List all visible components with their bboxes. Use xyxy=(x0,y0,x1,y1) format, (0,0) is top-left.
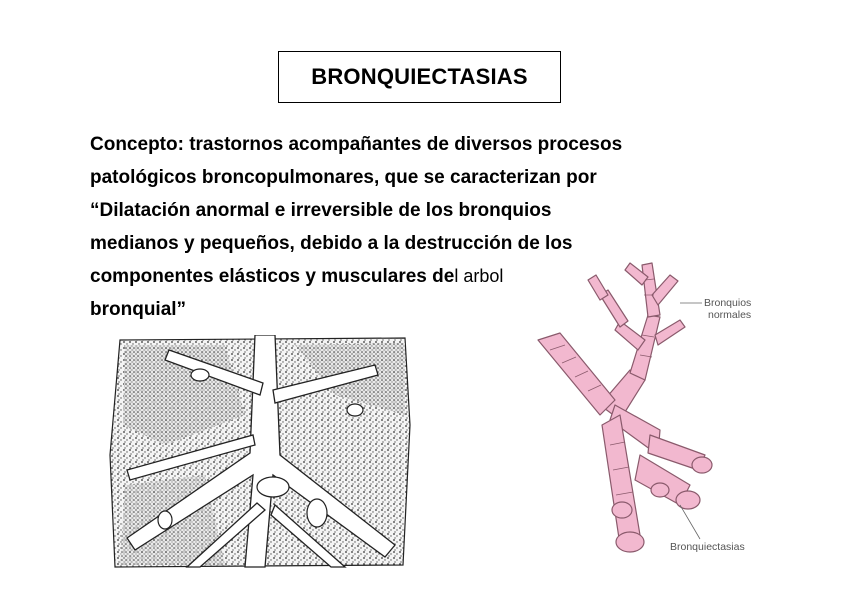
concept-line: bronquial” xyxy=(90,299,187,320)
label-bronquios-normales: Bronquios normales xyxy=(704,297,752,321)
lung-tissue-illustration xyxy=(105,335,415,570)
page-title: BRONQUIECTASIAS xyxy=(278,51,561,103)
concept-line-bold: componentes elásticos y musculares de xyxy=(90,266,455,287)
concept-line: medianos y pequeños, debido a la destrucción de los xyxy=(90,233,573,254)
concept-line-thin: l arbol xyxy=(454,266,504,286)
label-leader-ectasia xyxy=(680,505,700,539)
label-bronquiectasias: Bronquiectasias xyxy=(670,541,745,553)
concept-line: Concepto: trastornos acompañantes de diversos procesos xyxy=(90,134,623,155)
concept-line: “Dilatación anormal e irreversible de los bronquios xyxy=(90,200,552,221)
concept-line: patológicos broncopulmonares, que se caracterizan por xyxy=(90,167,597,188)
